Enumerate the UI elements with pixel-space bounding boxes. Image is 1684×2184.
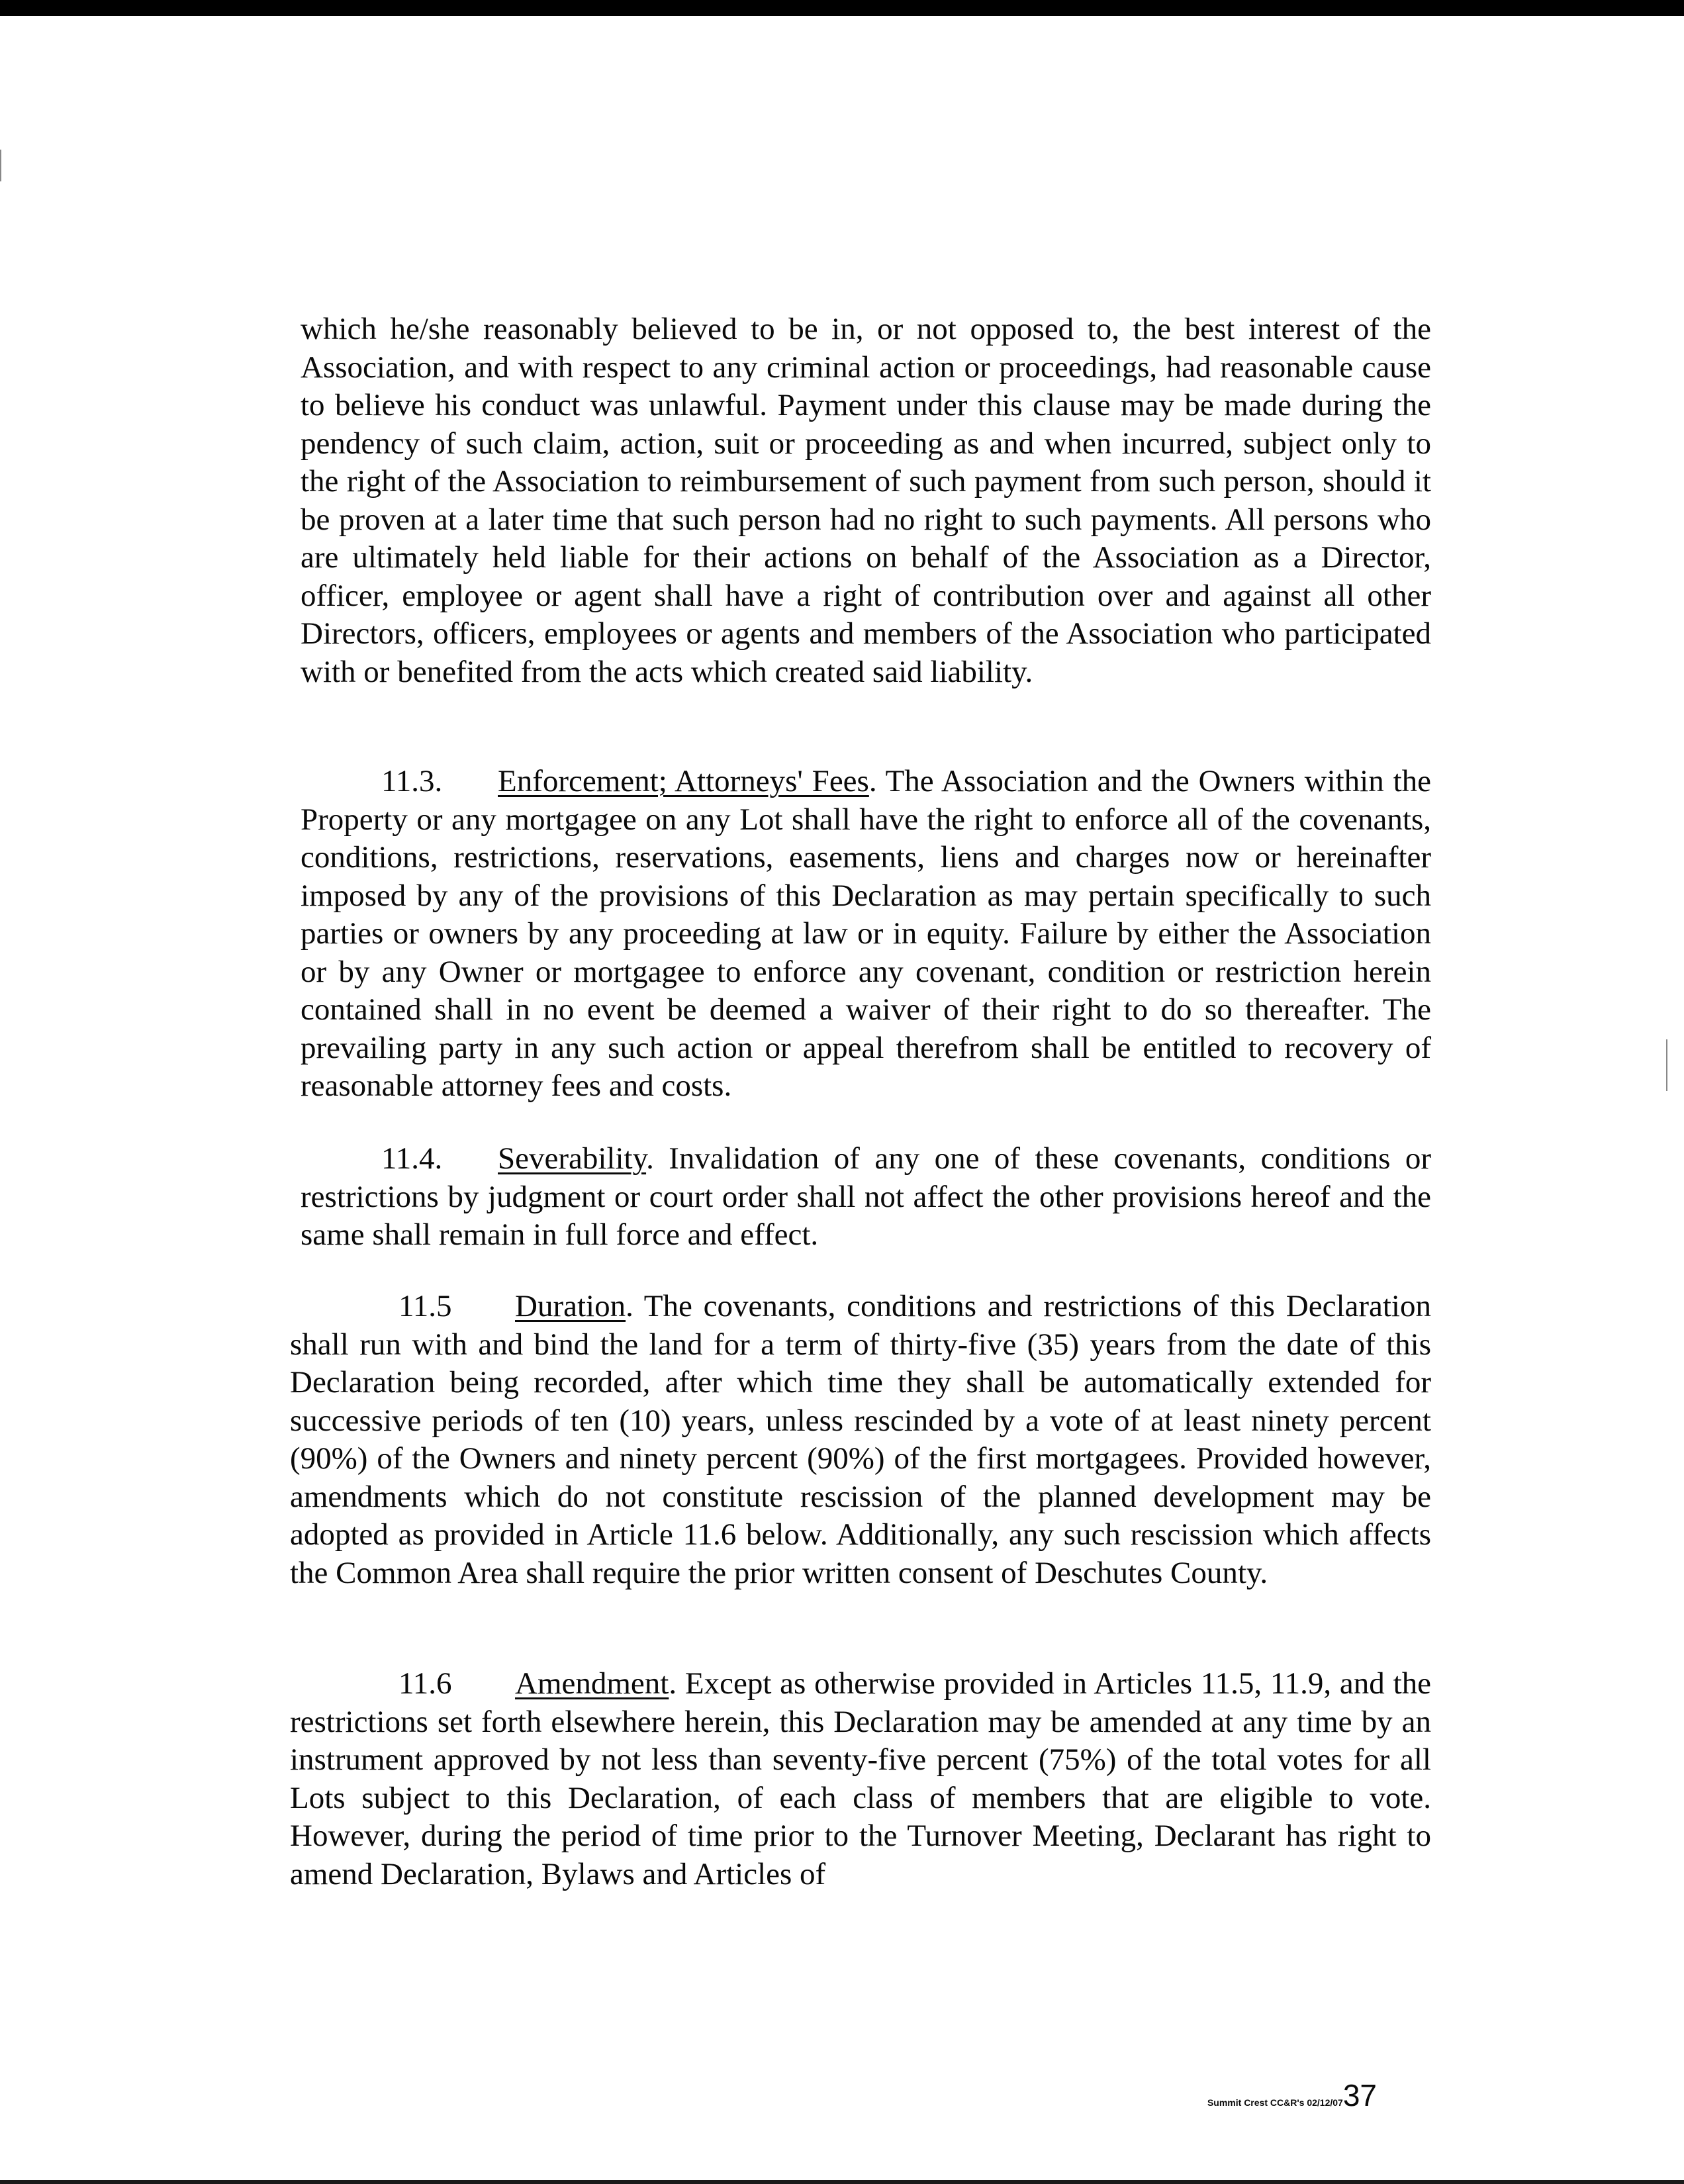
section-11-5	[290, 1288, 1431, 1592]
section-number: 11.3.	[381, 764, 443, 798]
paragraph-text: which he/she reasonably believed to be in, or not opposed to, the best interest of the Association, and with respect to any criminal action or proceedings, had reasonable cause to believe his conduct was unlawful. Payment under this clause may be made during the pendency of such claim, action, suit or proceeding as and when incurred, subject only to the right of the Association to reimbursement of such payment from such person, should it be proven at a later time that such person had no right to such payments. All persons who are ultimately held liable for their actions on behalf of the Association as a Director, officer, employee or agent shall have a right of contribution over and against all other Directors, officers, employees or agents and members of the Association who participated with or benefited from the acts which created said liability.	[301, 312, 1431, 689]
section-number: 11.6	[398, 1666, 452, 1701]
scan-top-border	[0, 0, 1684, 16]
section-number: 11.4.	[381, 1141, 443, 1176]
paragraph-continuation	[301, 310, 1431, 691]
section-text: . Invalidation of any one of these covenants, conditions or restrictions by judgment or court order shall not affect the other provisions hereof and the same shall remain in full force and effect.	[301, 1141, 1431, 1252]
section-text: . The covenants, conditions and restrictions of this Declaration shall run with and bind the land for a term of thirty-five (35) years from the date of this Declaration being recorded, after which time they shall be automatically extended for successive periods of ten (10) years, unless rescinded by a vote of at least ninety percent (90%) of the Owners and ninety percent (90%) of the first mortgagees. Provided however, amendments which do not constitute rescission of the planned development may be adopted as provided in Article 11.6 below. Additionally, any such rescission which affects the Common Area shall require the prior written consent of Deschutes County.	[290, 1289, 1431, 1590]
page-footer	[1178, 2077, 1377, 2113]
scan-artifact-mark	[1666, 1039, 1667, 1091]
section-text: . The Association and the Owners within the Property or any mortgagee on any Lot shall have the right to enforce all of the covenants, conditions, restrictions, reservations, easements, liens and charges now or hereinafter imposed by any of the provisions of this Declaration as may pertain specifically to such parties or owners by any proceeding at law or in equity. Failure by either the Association or by any Owner or mortgagee to enforce any covenant, condition or restriction herein contained shall in no event be deemed a waiver of their right to do so thereafter. The prevailing party in any such action or appeal therefrom shall be entitled to recovery of reasonable attorney fees and costs.	[301, 764, 1431, 1103]
section-heading: Severability	[498, 1141, 647, 1176]
section-heading: Amendment	[515, 1666, 669, 1701]
section-heading: Enforcement; Attorneys' Fees	[498, 764, 869, 798]
page-number: 37	[1342, 2078, 1377, 2113]
footer-label: Summit Crest CC&R's 02/12/07	[1207, 2097, 1343, 2108]
section-11-4	[301, 1140, 1431, 1255]
section-text: . Except as otherwise provided in Articles 11.5, 11.9, and the restrictions set forth elsewhere herein, this Declaration may be amended at any time by an instrument approved by not less than seventy-five percent (75%) of the total votes for all Lots subject to this Declaration, of each class of members that are eligible to vote. However, during the period of time prior to the Turnover Meeting, Declarant has right to amend Declaration, Bylaws and Articles of	[290, 1666, 1431, 1891]
section-11-6	[290, 1665, 1431, 1893]
section-number: 11.5	[398, 1289, 452, 1323]
scan-artifact-mark	[0, 150, 1, 181]
scan-bottom-border	[0, 2180, 1684, 2184]
section-11-3	[301, 763, 1431, 1106]
section-heading: Duration	[515, 1289, 626, 1323]
